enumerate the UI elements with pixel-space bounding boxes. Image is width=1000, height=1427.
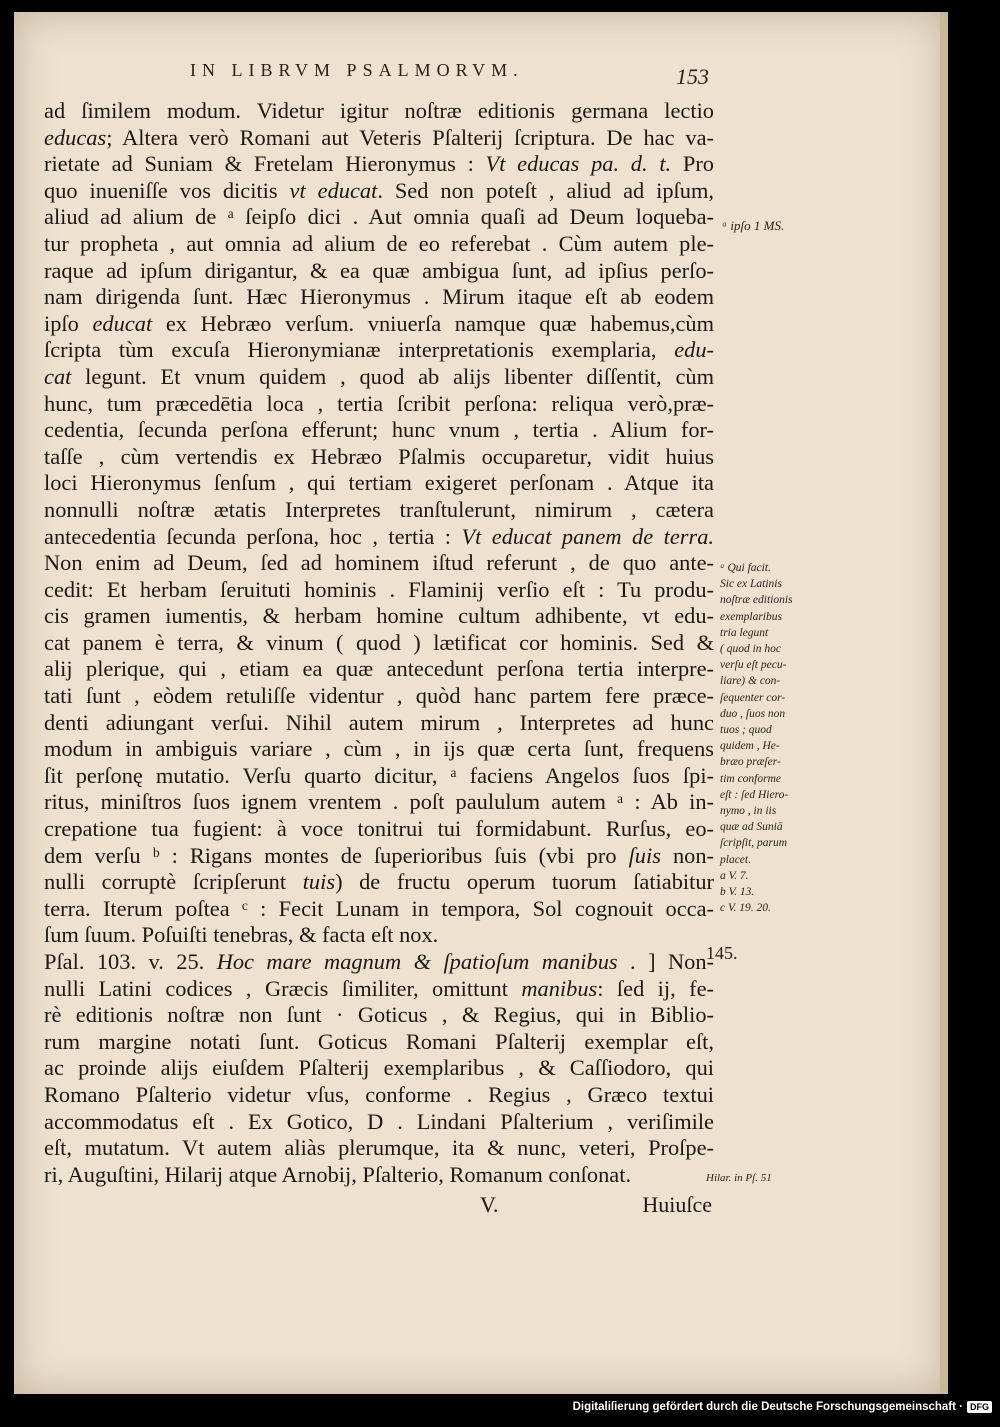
text-run: denti adiungant verſui. Nihil autem mirum , Interpretes ad hunc: [44, 709, 714, 735]
text-run: cis gramen iumentis, & herbam homine cultum adhibente, vt edu-: [44, 603, 714, 629]
text-line: [44, 1162, 714, 1189]
marginal-line: ᵃ ipſo 1 MS.: [722, 218, 785, 233]
text-run: nulli corruptè ſcripſerunt: [44, 869, 303, 895]
marginal-line: c V. 19. 20.: [720, 902, 771, 915]
text-line: [44, 470, 714, 497]
text-run: loci Hieronymus ſenſum , qui tertiam exigeret perſonam . Atque ita: [44, 470, 714, 496]
text-line: [44, 763, 714, 790]
marginal-line: Hilar. in Pſ. 51: [706, 1172, 772, 1184]
text-line: [44, 444, 714, 471]
text-run: hunc, tum præcedētia loca , tertia ſcribit perſona: reliqua verò,præ-: [44, 390, 714, 416]
text-line: [44, 816, 714, 843]
text-line: [44, 577, 714, 604]
text-run: Pro: [671, 151, 714, 177]
text-run: eſt, mutatum. Vt autem aliàs plerumque, ita & nunc, veteri, Proſpe-: [44, 1135, 714, 1161]
marginal-line: tria legunt: [720, 626, 769, 639]
text-run: ſcripta tùm excuſa Hieronymianæ interpretationis exemplaria,: [44, 337, 675, 363]
text-run: rè editionis noſtræ non ſunt · Goticus , & Regius, qui in Biblio-: [44, 1002, 714, 1028]
text-line: [44, 1055, 714, 1082]
text-line: [44, 710, 714, 737]
text-line: [44, 736, 714, 763]
text-run: cat panem è terra, & vinum ( quod ) lætificat cor hominis. Sed &: [44, 629, 714, 655]
text-run: taſſe , cùm vertendis ex Hebræo Pſalmis occuparetur, vidit huius: [44, 443, 714, 469]
marginal-line: tim conforme: [720, 772, 782, 785]
italic-run: educas: [44, 124, 107, 150]
text-run: ritus, miniſtros ſuos ignem vrentem . poſt paululum autem ᵃ : Ab in-: [44, 789, 714, 815]
text-line: [44, 1002, 714, 1029]
marginal-note-ipso: [722, 218, 784, 234]
marginal-line: exemplaribus: [720, 610, 782, 623]
text-run: legunt. Et vnum quidem , quod ab alijs libenter diſſentit, cùm: [71, 363, 714, 389]
text-line: [44, 789, 714, 816]
text-run: rietate ad Suniam & Fretelam Hieronymus :: [44, 151, 486, 177]
marginal-line: ᵃ Qui facit.: [720, 562, 771, 574]
text-run: nonnulli noſtræ ætatis Interpretes tranſtulerunt, nimirum , cætera: [44, 496, 714, 522]
marginal-line: a V. 7.: [720, 869, 749, 882]
text-run: quo inueniſſe vos dicitis: [44, 177, 290, 203]
text-line: [44, 1029, 714, 1056]
text-run: non-: [660, 842, 714, 868]
italic-run: ſuis: [628, 842, 661, 868]
marginal-line: Sic ex Latinis: [720, 578, 782, 591]
text-run: Non enim ad Deum, ſed ad hominem iſtud referunt , de quo ante-: [44, 550, 714, 576]
text-run: cedentia, ſecunda perſona efferunt; hunc vnum , tertia . Alium for-: [44, 417, 714, 443]
text-line: [44, 976, 714, 1003]
marginal-line: liare) & con-: [720, 675, 781, 688]
running-head: IN LIBRVM PSALMORVM.: [190, 60, 524, 80]
text-line: [44, 843, 714, 870]
text-line: [44, 151, 714, 178]
marginal-line: verſu eſt pecu-: [720, 659, 787, 672]
text-run: ad ſimilem modum. Videtur igitur noſtræ editionis germana lectio: [44, 98, 714, 123]
digitization-footer: [573, 1401, 992, 1413]
text-run: terra. Iterum poſtea ᶜ : Fecit Lunam in tempora, Sol cognouit occa-: [44, 895, 714, 921]
text-run: alij plerique, qui , etiam ea quæ antecedunt perſona tertia interpre-: [44, 656, 714, 682]
text-line: [44, 178, 714, 205]
text-line: [44, 311, 714, 338]
text-run: nulli Latini codices , Græcis ſimiliter, omittunt: [44, 975, 522, 1001]
page-number: 153: [676, 64, 709, 89]
marginal-line: ( quod in hoc: [720, 643, 782, 656]
text-run: rum margine notati ſunt. Goticus Romani Pſalterij exemplar eſt,: [44, 1028, 714, 1054]
text-line: [44, 949, 714, 976]
text-run: Romano Pſalterio videtur vſus, conforme . Regius , Græco textui: [44, 1081, 714, 1107]
text-run: nam dirigenda ſunt. Hæc Hieronymus . Mirum itaque eſt ab eodem: [44, 284, 714, 310]
text-run: Pſal. 103. v. 25.: [44, 949, 217, 974]
marginal-line: placet.: [720, 853, 751, 866]
text-line: [44, 125, 714, 152]
text-line: [44, 204, 714, 231]
text-run: crepatione tua fugient: à voce tonitrui tui formidabunt. Rurſus, eo-: [44, 816, 714, 842]
text-line: [44, 391, 714, 418]
text-run: antecedentia ſecunda perſona, hoc , tertia :: [44, 523, 462, 549]
text-run: ) de fructu operum tuorum ſatiabitur: [335, 869, 714, 895]
text-run: cedit: Et herbam ſeruituti hominis . Flaminij verſio eſt : Tu produ-: [44, 576, 714, 602]
text-line: [44, 497, 714, 524]
marginal-note-hilar: [706, 1170, 772, 1186]
marginal-line: bræo præſer-: [720, 756, 781, 769]
text-run: tati ſunt , eòdem retuliſſe videntur , quòd hanc partem fere præce-: [44, 683, 714, 709]
text-run: dem verſu ᵇ : Rigans montes de ſuperioribus ſuis (vbi pro: [44, 842, 629, 868]
text-run: ac proinde alijs eiuſdem Pſalterij exemplaribus , & Caſſiodoro, qui: [44, 1055, 714, 1081]
text-run: : ſed ij, fe-: [597, 975, 714, 1001]
text-run: ; Altera verò Romani aut Veteris Pſalterij ſcriptura. De hac va-: [106, 124, 714, 150]
dfg-logo-icon: DFG: [967, 1401, 992, 1413]
text-run: ipſo: [44, 310, 93, 336]
text-line: [44, 550, 714, 577]
text-line: [44, 98, 714, 125]
text-line: [44, 683, 714, 710]
text-run: . Sed non poteſt , aliud ad ipſum,: [377, 177, 714, 203]
italic-run: Vt educat panem de terra.: [461, 523, 714, 549]
signature-mark: V.: [480, 1192, 499, 1217]
text-run: ſit perſonę mutatio. Verſu quarto dicitur, ᵃ faciens Angelos ſuos ſpi-: [44, 762, 714, 788]
italic-run: educat: [92, 310, 153, 336]
text-line: [44, 1082, 714, 1109]
marginal-line: nymo , in iis: [720, 805, 777, 818]
italic-run: edu-: [674, 337, 714, 363]
marginal-line: noſtræ editionis: [720, 594, 793, 607]
text-run: raque ad ipſum dirigantur, & ea quæ ambigua ſunt, ad ipſius perſo-: [44, 257, 714, 283]
marginal-line: duo , ſuos non: [720, 707, 786, 720]
text-run: accommodatus eſt . Ex Gotico, D . Lindani Pſalterium , veriſimile: [44, 1108, 714, 1134]
text-run: modum in ambiguis variare , cùm , in ijs quæ certa ſunt, frequens: [44, 736, 714, 762]
text-line: [44, 896, 714, 923]
text-run: ri, Auguſtini, Hilarij atque Arnobij, Pſalterio, Romanum conſonat.: [44, 1161, 632, 1187]
marginal-line: quæ ad Suniā: [720, 821, 783, 834]
italic-run: cat: [44, 363, 72, 389]
text-line: [44, 656, 714, 683]
marginal-line: eſt : ſed Hiero-: [720, 788, 789, 801]
marginal-line: 145.: [706, 943, 738, 963]
italic-run: Hoc mare magnum & ſpatioſum manibus: [216, 949, 618, 974]
marginal-line: ſequenter cor-: [720, 691, 786, 704]
text-line: [44, 603, 714, 630]
text-line: [44, 922, 714, 949]
text-line: [44, 337, 714, 364]
text-line: [44, 231, 714, 258]
body-text: [44, 98, 714, 1188]
text-line: [44, 630, 714, 657]
marginal-note-145: [706, 945, 738, 961]
marginal-line: b V. 13.: [720, 886, 755, 899]
marginal-note-qui-facit: [720, 560, 816, 916]
footer-text: Digitaliſierung gefördert durch die Deutsche Forschungsgemeinschaft ·: [572, 1401, 963, 1413]
text-line: [44, 417, 714, 444]
italic-run: tuis: [302, 869, 336, 895]
catchword: Huiuſce: [642, 1192, 712, 1217]
text-line: [44, 1109, 714, 1136]
text-line: [44, 284, 714, 311]
marginal-line: tuos ; quod: [720, 724, 772, 737]
text-run: . ] Non-: [617, 949, 714, 974]
page-edge: [940, 12, 948, 1394]
text-line: [44, 364, 714, 391]
text-run: ſum ſuum. Poſuiſti tenebras, & facta eſt nox.: [44, 922, 439, 948]
text-line: [44, 869, 714, 896]
italic-run: manibus: [521, 975, 598, 1001]
marginal-line: quidem , He-: [720, 740, 780, 753]
italic-run: Vt educas pa. d. t.: [485, 151, 672, 177]
text-line: [44, 1135, 714, 1162]
marginal-line: ſcripſit, parum: [720, 837, 788, 850]
italic-run: vt educat: [289, 177, 378, 203]
text-line: [44, 524, 714, 551]
text-run: tur propheta , aut omnia ad alium de eo referebat . Cùm autem ple-: [44, 230, 714, 256]
text-line: [44, 258, 714, 285]
text-run: aliud ad alium de ᵃ ſeipſo dici . Aut omnia quaſi ad Deum loqueba-: [44, 204, 714, 230]
text-run: ex Hebræo verſum. vniuerſa namque quæ habemus,cùm: [152, 310, 715, 336]
